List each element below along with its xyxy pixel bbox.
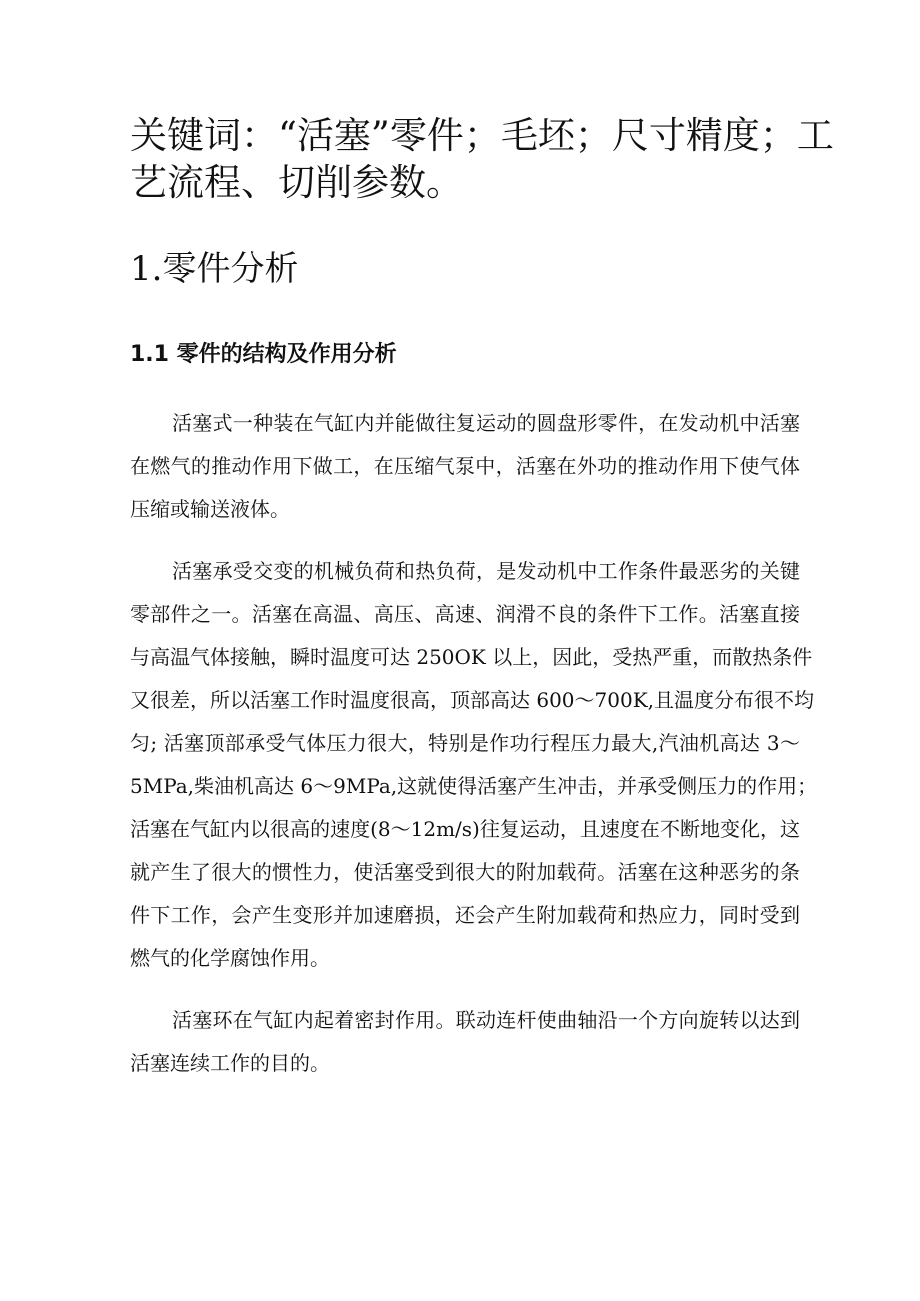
paragraph-line: 匀; 活塞顶部承受气体压力很大，特别是作功行程压力最大,汽油机高达 3～ <box>130 731 800 755</box>
paragraph-line: 零部件之一。活塞在高温、高压、高速、润滑不良的条件下工作。活塞直接 <box>130 602 800 626</box>
paragraph-line: 活塞在气缸内以很高的速度(8～12m/s)往复运动，且速度在不断地变化，这 <box>130 817 800 841</box>
paragraph-line: 活塞承受交变的机械负荷和热负荷，是发动机中工作条件最恶劣的关键 <box>172 559 800 583</box>
paragraph <box>130 402 800 531</box>
paragraph-line: 件下工作，会产生变形并加速磨损，还会产生附加载荷和热应力，同时受到 <box>130 903 800 927</box>
paragraph-line: 又很差，所以活塞工作时温度很高，顶部高达 600～700K,且温度分布很不均 <box>130 688 815 712</box>
keywords-line: 艺流程、切削参数。 <box>130 161 463 204</box>
paragraph <box>130 999 800 1085</box>
paragraph-line: 燃气的化学腐蚀作用。 <box>130 946 330 970</box>
paragraph-line: 5MPa,柴油机高达 6～9MPa,这就使得活塞产生冲击，并承受侧压力的作用； <box>130 774 818 798</box>
section-title: 1.零件分析 <box>130 249 299 289</box>
paragraph-line: 活塞连续工作的目的。 <box>130 1051 330 1075</box>
keywords-line: 关键词：“活塞”零件；毛坯；尺寸精度；工 <box>130 114 834 157</box>
paragraph-line: 与高温气体接触，瞬时温度可达 250OK 以上，因此，受热严重，而散热条件 <box>130 645 813 669</box>
document-body <box>130 402 818 1085</box>
keywords <box>130 112 834 206</box>
paragraph-line: 在燃气的推动作用下做工，在压缩气泵中，活塞在外功的推动作用下使气体 <box>130 454 800 478</box>
subsection-title: 1.1 零件的结构及作用分析 <box>130 342 397 367</box>
paragraph-line: 活塞环在气缸内起着密封作用。联动连杆使曲轴沿一个方向旋转以达到 <box>172 1008 800 1032</box>
paragraph-line: 活塞式一种装在气缸内并能做往复运动的圆盘形零件，在发动机中活塞 <box>172 411 800 435</box>
paragraph <box>130 550 818 980</box>
paragraph-line: 就产生了很大的惯性力，使活塞受到很大的附加载荷。活塞在这种恶劣的条 <box>130 860 800 884</box>
paragraph-line: 压缩或输送液体。 <box>130 497 290 521</box>
